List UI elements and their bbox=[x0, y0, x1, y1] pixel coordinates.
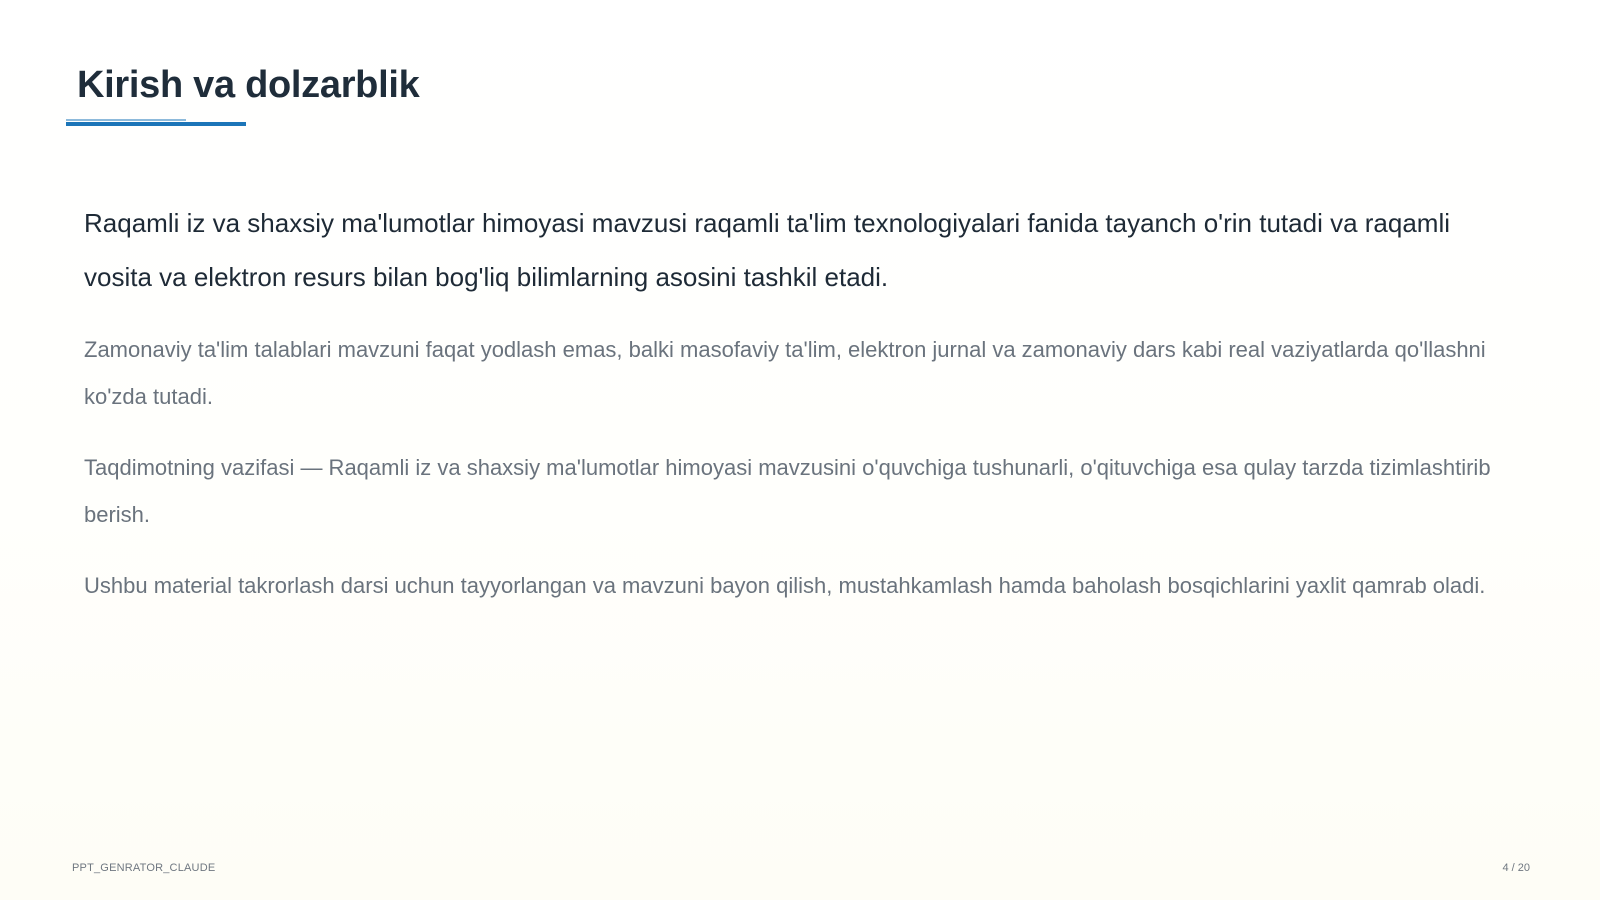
page-number: 4 / 20 bbox=[1502, 862, 1530, 874]
body-paragraph-1: Zamonaviy ta'lim talablari mavzuni faqat yodlash emas, balki masofaviy ta'lim, elektron jurnal va zamonaviy dars kabi real vaziyatlarda qo'llashni ko'zda tutadi. bbox=[84, 337, 1486, 409]
slide-body bbox=[84, 196, 1524, 633]
body-paragraph-3: Ushbu material takrorlash darsi uchun tayyorlangan va mavzuni bayon qilish, mustahkamlash hamda baholash bosqichlarini yaxlit qamrab oladi. bbox=[84, 573, 1486, 598]
footer-source-label: PPT_GENRATOR_CLAUDE bbox=[72, 862, 216, 874]
title-underline-accent bbox=[66, 119, 186, 121]
slide-title: Kirish va dolzarblik bbox=[77, 64, 420, 106]
lead-paragraph: Raqamli iz va shaxsiy ma'lumotlar himoyasi mavzusi raqamli ta'lim texnologiyalari fanida tayanch o'rin tutadi va raqamli vosita va elektron resurs bilan bog'liq bilimlarning asosini tashkil etadi. bbox=[84, 208, 1451, 292]
title-underline bbox=[66, 122, 246, 126]
body-paragraph-2: Taqdimotning vazifasi — Raqamli iz va shaxsiy ma'lumotlar himoyasi mavzusini o'quvchiga tushunarli, o'qituvchiga esa qulay tarzda tizimlashtirib berish. bbox=[84, 455, 1491, 527]
